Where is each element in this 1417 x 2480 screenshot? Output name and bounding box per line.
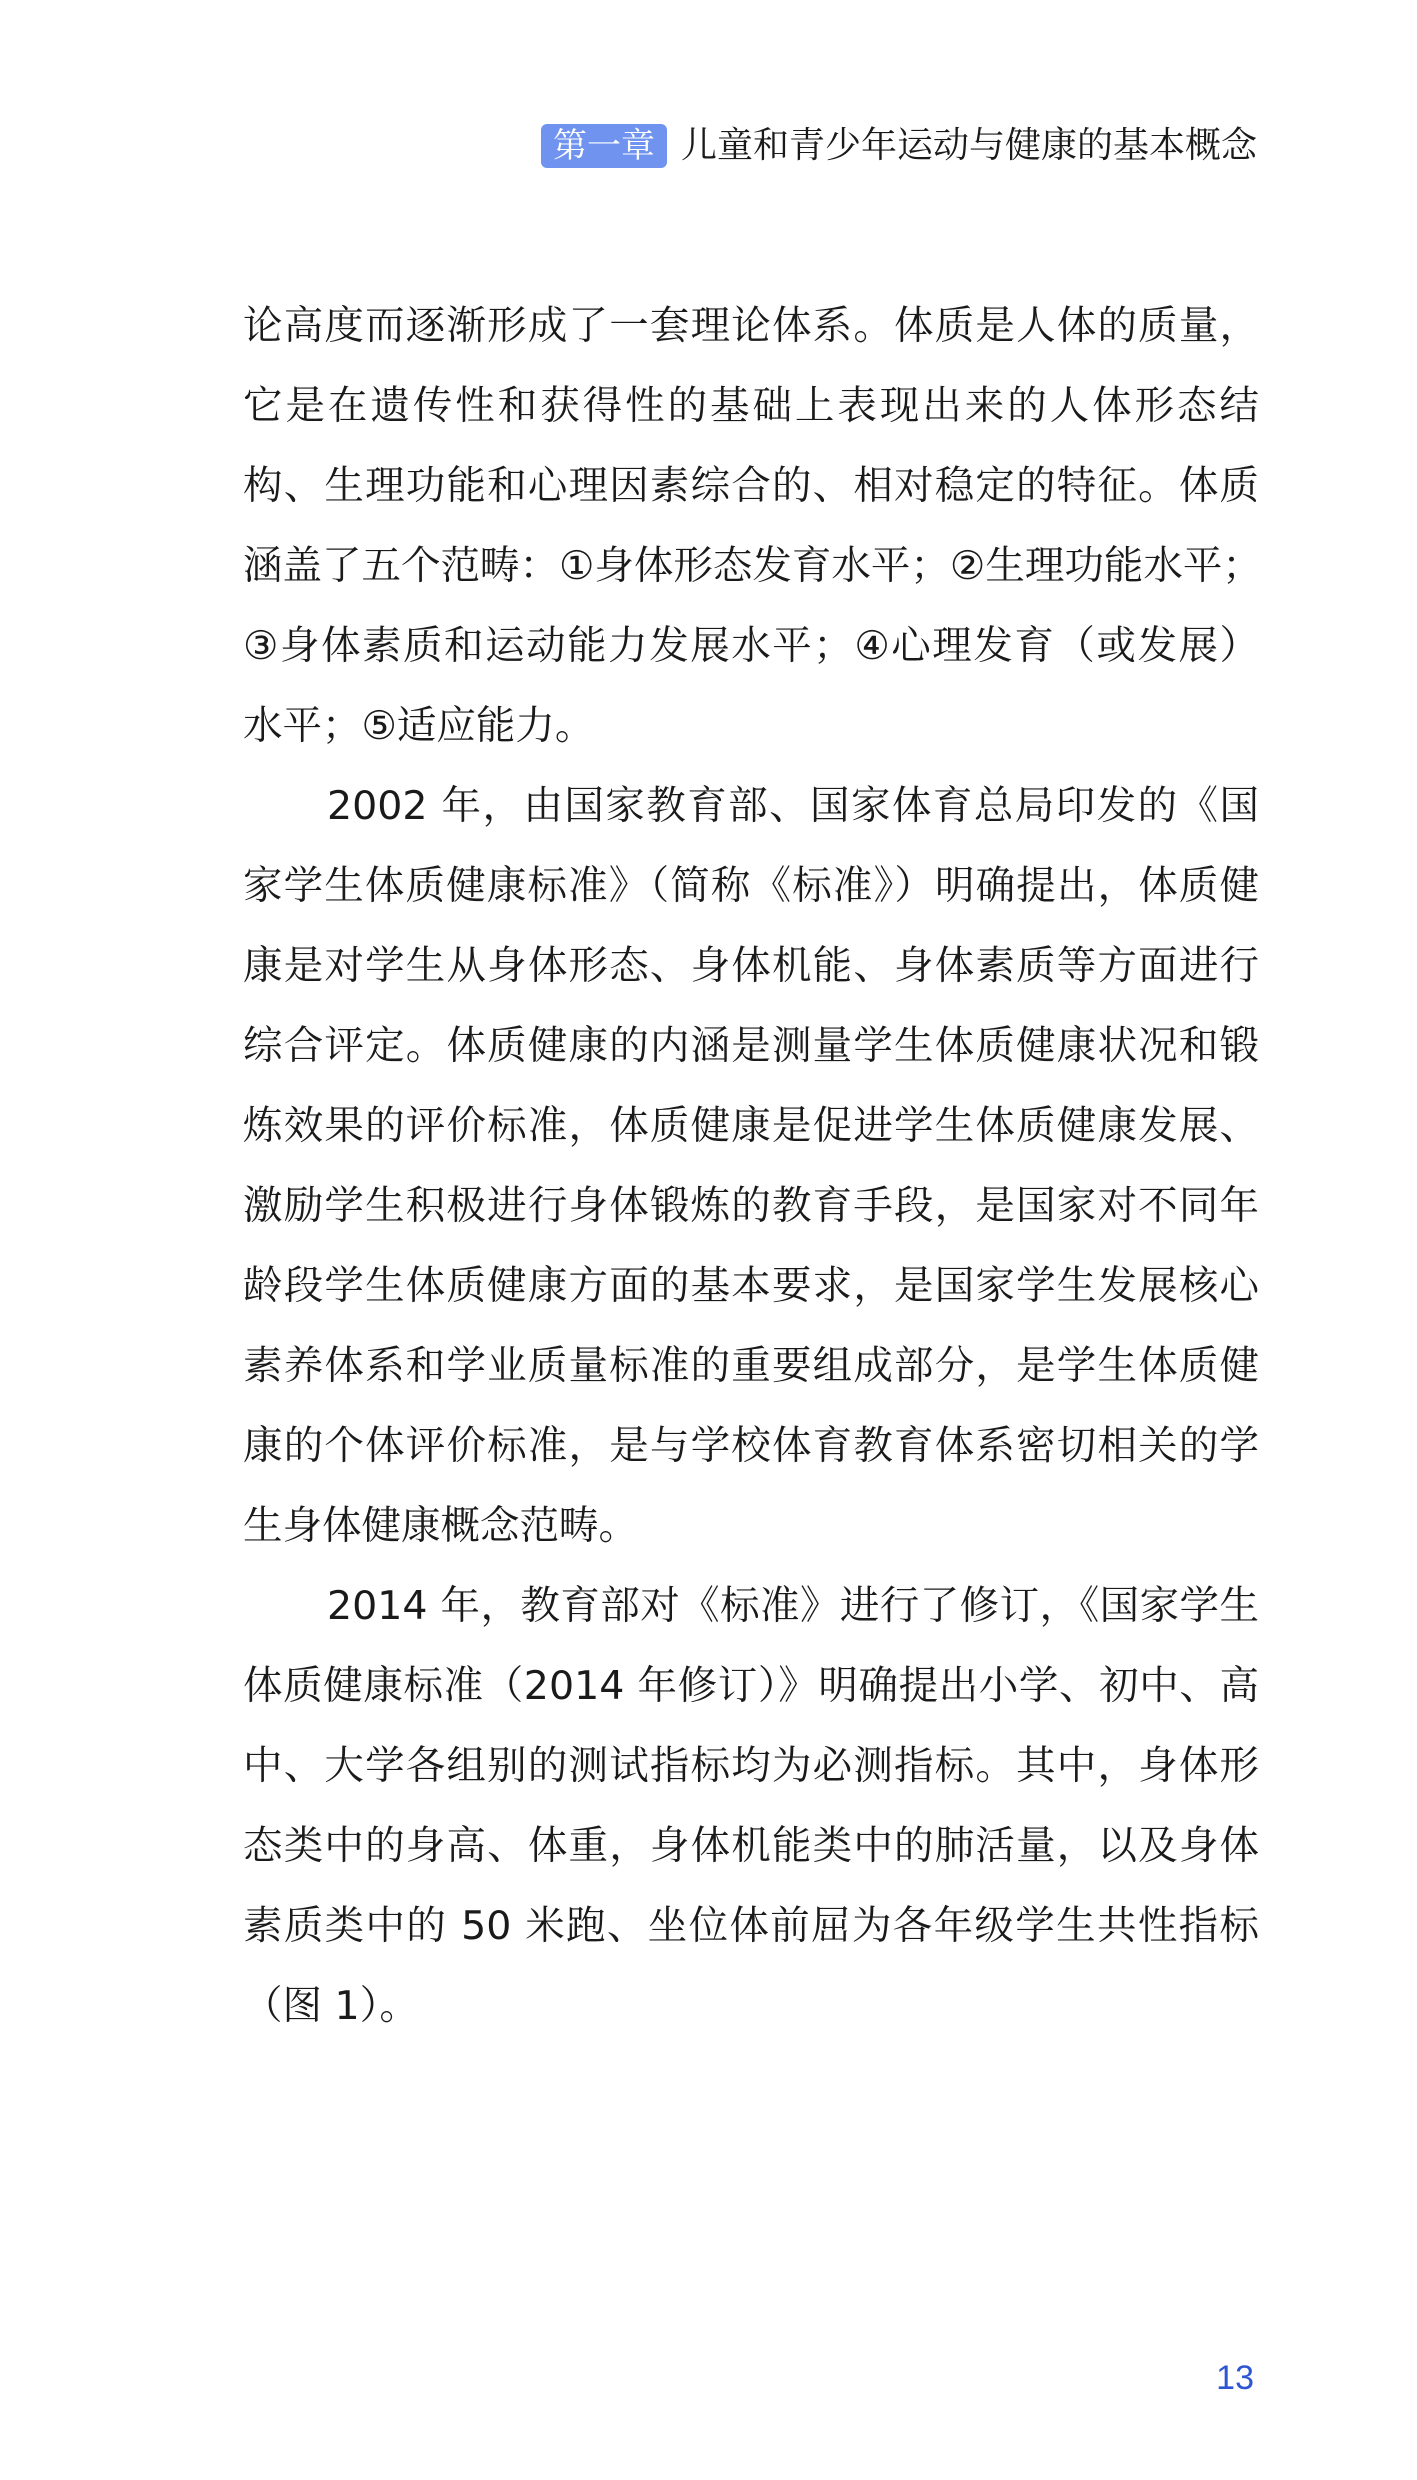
text-line: 中、大学各组别的测试指标均为必测指标。其中，身体形 xyxy=(243,1743,1259,1789)
text-line: ③身体素质和运动能力发展水平；④心理发育（或发展） xyxy=(243,623,1259,669)
text-line: 激励学生积极进行身体锻炼的教育手段，是国家对不同年 xyxy=(243,1183,1259,1229)
text-line: 素质类中的 50 米跑、坐位体前屈为各年级学生共性指标 xyxy=(243,1903,1259,1949)
text-line: 家学生体质健康标准》（简称《标准》）明确提出，体质健 xyxy=(243,863,1259,909)
chapter-title: 儿童和青少年运动与健康的基本概念 xyxy=(680,125,1257,166)
text-line: 涵盖了五个范畴：①身体形态发育水平；②生理功能水平； xyxy=(243,543,1262,589)
text-line: 它是在遗传性和获得性的基础上表现出来的人体形态结 xyxy=(243,383,1259,429)
running-header xyxy=(541,122,1257,170)
text-line: 构、生理功能和心理因素综合的、相对稳定的特征。体质 xyxy=(243,463,1259,509)
text-line: 素养体系和学业质量标准的重要组成部分，是学生体质健 xyxy=(243,1343,1259,1389)
text-line: 康是对学生从身体形态、身体机能、身体素质等方面进行 xyxy=(243,943,1259,989)
chapter-badge: 第一章 xyxy=(541,124,667,168)
text-line: 2014 年，教育部对《标准》进行了修订，《国家学生 xyxy=(327,1583,1259,1629)
text-line: 体质健康标准（2014 年修订）》明确提出小学、初中、高 xyxy=(243,1663,1259,1709)
text-line: 龄段学生体质健康方面的基本要求，是国家学生发展核心 xyxy=(243,1263,1259,1309)
text-line: 态类中的身高、体重，身体机能类中的肺活量，以及身体 xyxy=(243,1823,1259,1869)
text-line: 论高度而逐渐形成了一套理论体系。体质是人体的质量， xyxy=(243,303,1259,349)
text-line: 生身体健康概念范畴。 xyxy=(243,1503,638,1549)
text-line: 康的个体评价标准，是与学校体育教育体系密切相关的学 xyxy=(243,1423,1259,1469)
text-line: 综合评定。体质健康的内涵是测量学生体质健康状况和锻 xyxy=(243,1023,1259,1069)
text-line: 水平；⑤适应能力。 xyxy=(243,703,595,749)
text-line: 炼效果的评价标准，体质健康是促进学生体质健康发展、 xyxy=(243,1103,1259,1149)
body-text xyxy=(243,286,1262,2046)
text-line: （图 1）。 xyxy=(243,1983,419,2029)
text-line: 2002 年，由国家教育部、国家体育总局印发的《国 xyxy=(327,783,1259,829)
page-number: 13 xyxy=(1216,2359,1254,2397)
